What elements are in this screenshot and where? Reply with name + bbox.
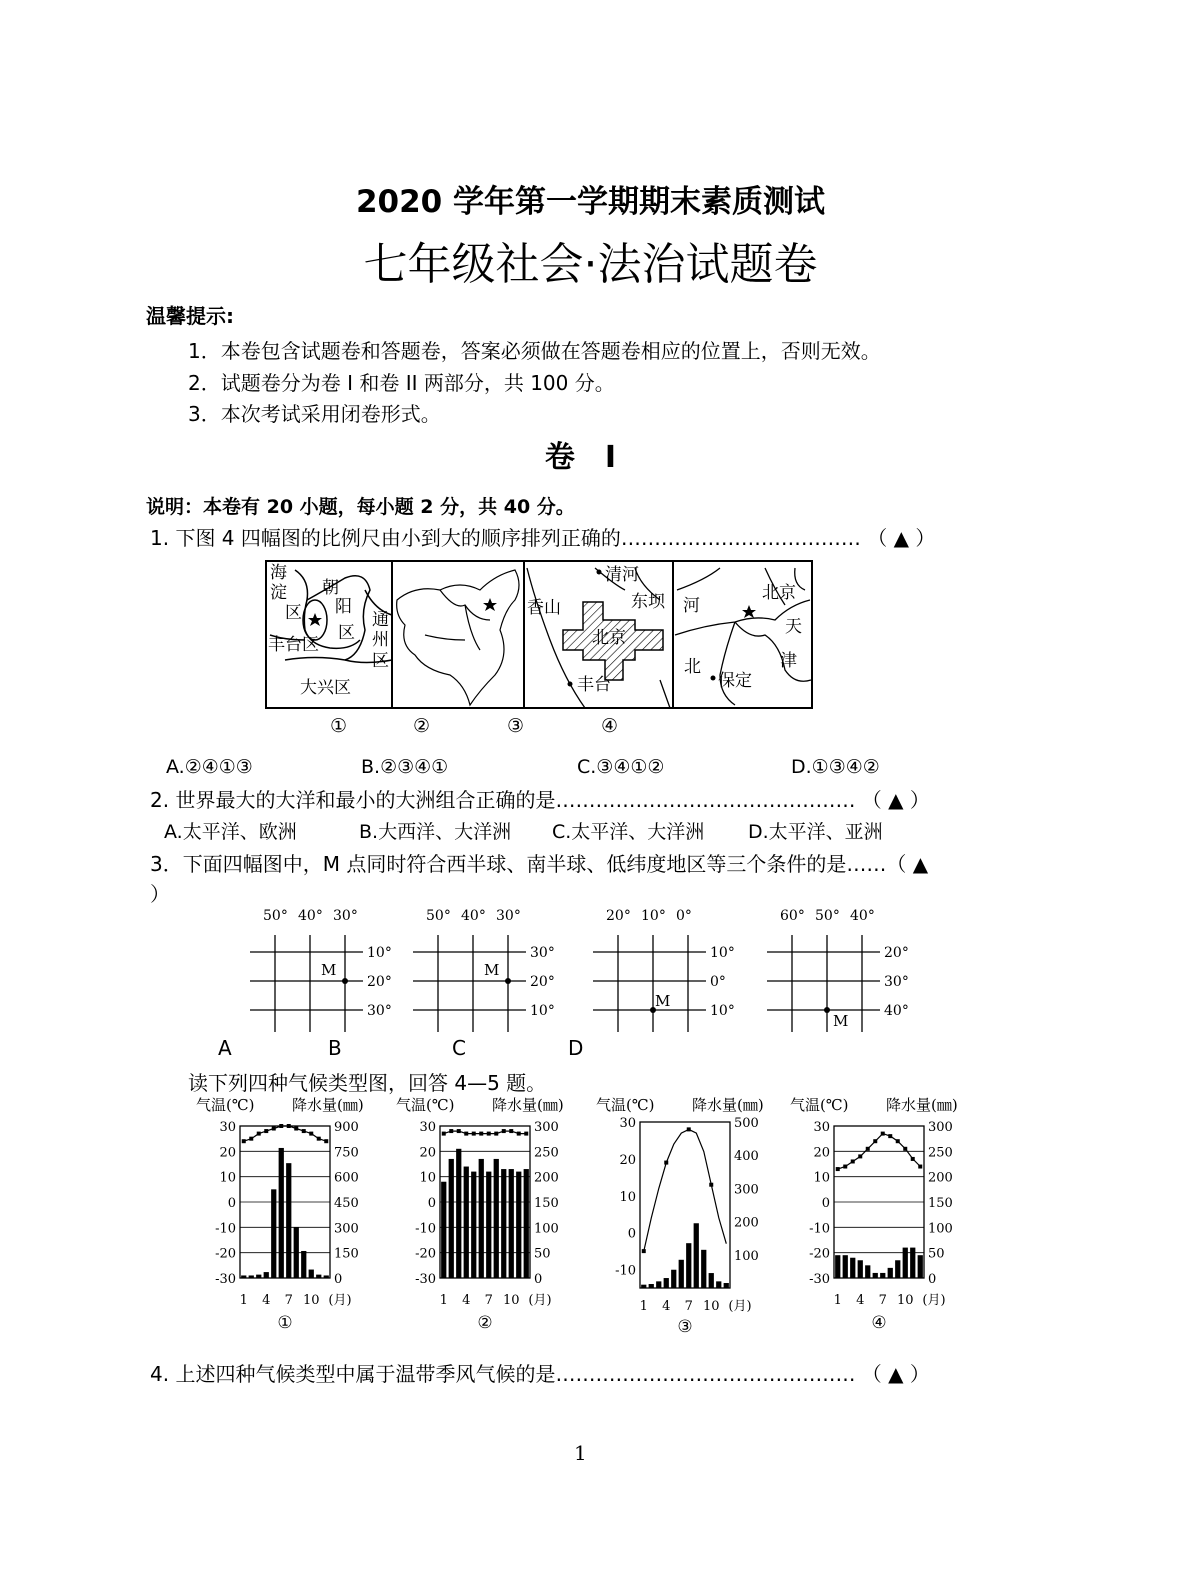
precipitation-bar	[701, 1250, 706, 1288]
point-m-label: M	[321, 961, 337, 979]
question-2-stem: 2. 世界最大的大洋和最小的大洲组合正确的是……………………………………… （ ▲ ）	[150, 788, 930, 812]
precipitation-bar	[271, 1189, 276, 1278]
precipitation-bar	[671, 1270, 676, 1288]
map-1-label: 大兴区	[300, 678, 351, 698]
precipitation-tick: 900	[334, 1120, 359, 1135]
point-m-label: M	[655, 992, 671, 1010]
longitude-label: 20°	[606, 908, 631, 924]
exam-title: 2020 学年第一学期期末素质测试	[355, 184, 826, 220]
climate-intro: 读下列四种气候类型图，回答 4—5 题。	[188, 1071, 547, 1095]
point-m-label: M	[833, 1012, 849, 1030]
temperature-tick: 20	[813, 1145, 830, 1161]
month-tick: 1	[639, 1299, 648, 1314]
map-panel-label: ③	[507, 715, 525, 737]
longitude-label: 40°	[298, 908, 323, 924]
longitude-label: 10°	[641, 908, 666, 924]
answer-option: D.太平洋、亚洲	[748, 821, 883, 843]
precipitation-tick: 100	[734, 1248, 759, 1264]
precipitation-bar	[509, 1169, 514, 1278]
precipitation-bar	[641, 1285, 646, 1288]
lat-lon-grid	[245, 900, 425, 1035]
climate-chart	[192, 1092, 388, 1342]
longitude-label: 60°	[780, 908, 805, 924]
map-4-label: 河	[683, 596, 700, 616]
precipitation-bar	[709, 1273, 714, 1288]
grid-letter: D	[568, 1036, 584, 1060]
notice-item: 3．本次考试采用闭卷形式。	[188, 402, 441, 426]
precipitation-bar	[895, 1260, 900, 1278]
temperature-point	[242, 1139, 246, 1143]
temperature-point	[502, 1129, 506, 1133]
precipitation-tick: 150	[928, 1196, 953, 1211]
longitude-label: 30°	[333, 908, 358, 924]
temperature-point	[279, 1124, 283, 1128]
map-4-label: 天	[785, 617, 802, 637]
temperature-point	[524, 1132, 528, 1136]
page-number: 1	[574, 1441, 587, 1465]
precipitation-tick: 0	[928, 1272, 937, 1287]
temperature-tick: 30	[419, 1120, 436, 1135]
precipitation-bar	[679, 1260, 684, 1288]
temperature-point	[294, 1127, 298, 1131]
precipitation-bar	[324, 1275, 329, 1278]
temperature-line	[244, 1126, 326, 1141]
latitude-label: 40°	[884, 1003, 909, 1019]
temperature-point	[249, 1137, 253, 1141]
precipitation-bar	[843, 1255, 848, 1278]
lat-lon-grid	[408, 900, 588, 1035]
temperature-tick: -10	[215, 1221, 236, 1237]
month-tick: 4	[856, 1293, 865, 1308]
temperature-axis-title: 气温(℃)	[196, 1096, 255, 1114]
precipitation-tick: 300	[534, 1120, 559, 1135]
map-4-label: 津	[780, 651, 797, 671]
answer-option: C.太平洋、大洋洲	[552, 821, 705, 843]
precipitation-bar	[724, 1283, 729, 1288]
lat-lon-grid	[762, 900, 942, 1035]
precipitation-tick: 200	[734, 1215, 759, 1231]
grid-letter: A	[218, 1036, 232, 1060]
temperature-point	[836, 1167, 840, 1171]
latitude-label: 10°	[710, 945, 735, 961]
climate-chart	[786, 1092, 982, 1342]
map-4-label: 北京	[762, 583, 796, 603]
temperature-point	[918, 1165, 922, 1169]
temperature-point	[509, 1129, 513, 1133]
precipitation-axis-title: 降水量(㎜)	[292, 1096, 364, 1114]
precipitation-bar	[464, 1167, 469, 1278]
month-tick: 10	[302, 1293, 320, 1308]
temperature-tick: -30	[215, 1272, 236, 1287]
point-m-dot	[824, 1007, 830, 1013]
temperature-point	[257, 1132, 261, 1136]
temperature-tick: 20	[619, 1152, 636, 1168]
precipitation-bar	[279, 1148, 284, 1278]
temperature-point	[302, 1129, 306, 1133]
temperature-axis-title: 气温(℃)	[790, 1096, 849, 1114]
point-m-label: M	[484, 961, 500, 979]
precipitation-bar	[656, 1281, 661, 1288]
temperature-point	[494, 1132, 498, 1136]
precipitation-tick: 450	[334, 1196, 359, 1211]
question-4-stem: 4. 上述四种气候类型中属于温带季风气候的是……………………………………… （ ▲ ）	[150, 1362, 930, 1386]
latitude-label: 10°	[710, 1003, 735, 1019]
temperature-tick: -10	[809, 1221, 830, 1237]
precipitation-tick: 50	[928, 1246, 945, 1262]
month-tick: (月)	[922, 1293, 946, 1308]
temperature-tick: 10	[619, 1189, 636, 1205]
precipitation-bar	[524, 1169, 529, 1278]
temperature-tick: 10	[219, 1170, 236, 1186]
exam-subtitle: 七年级社会·法治试题卷	[363, 239, 818, 290]
question-3-stem-tail: ）	[150, 882, 170, 906]
month-tick: 10	[502, 1293, 520, 1308]
precipitation-bar	[888, 1268, 893, 1278]
map-1-label: 区	[285, 603, 302, 623]
precipitation-tick: 250	[534, 1145, 559, 1161]
precipitation-bar	[294, 1227, 299, 1278]
temperature-point	[464, 1132, 468, 1136]
temperature-point	[472, 1132, 476, 1136]
month-tick: 7	[484, 1293, 493, 1308]
temperature-tick: 30	[619, 1116, 636, 1131]
precipitation-bar	[694, 1223, 699, 1288]
temperature-point	[272, 1127, 276, 1131]
question-3-stem: 3．下面四幅图中，M 点同时符合西半球、南半球、低纬度地区等三个条件的是……（ ▲	[150, 852, 929, 876]
temperature-tick: -30	[415, 1272, 436, 1287]
precipitation-bar	[471, 1172, 476, 1278]
precipitation-tick: 150	[534, 1196, 559, 1211]
temperature-point	[709, 1183, 713, 1187]
map-1-label: 阳	[335, 597, 352, 617]
temperature-tick: 0	[227, 1196, 236, 1211]
month-tick: 4	[662, 1299, 671, 1314]
longitude-label: 40°	[461, 908, 486, 924]
longitude-label: 0°	[676, 908, 692, 924]
precipitation-bar	[494, 1159, 499, 1278]
temperature-point	[896, 1139, 900, 1143]
precipitation-bar	[309, 1270, 314, 1278]
temperature-point	[449, 1129, 453, 1133]
temperature-point	[642, 1249, 646, 1253]
precipitation-bar	[241, 1275, 246, 1278]
map-1-label: 区	[372, 651, 389, 671]
temperature-tick: -20	[809, 1246, 830, 1262]
month-tick: (月)	[728, 1299, 752, 1314]
map-panel-label: ①	[330, 715, 348, 737]
answer-option: C.③④①②	[577, 756, 665, 778]
longitude-label: 40°	[850, 908, 875, 924]
month-tick: 4	[462, 1293, 471, 1308]
temperature-tick: -20	[415, 1246, 436, 1262]
temperature-point	[888, 1134, 892, 1138]
temperature-line	[644, 1129, 727, 1251]
temperature-tick: 20	[219, 1145, 236, 1161]
notice-item: 1．本卷包含试题卷和答题卷，答案必须做在答题卷相应的位置上，否则无效。	[188, 339, 881, 363]
answer-option: B.大西洋、大洋洲	[359, 821, 512, 843]
chart-panel-label: ①	[277, 1313, 293, 1333]
longitude-label: 50°	[426, 908, 451, 924]
latitude-label: 10°	[530, 1003, 555, 1019]
temperature-point	[264, 1129, 268, 1133]
notice-heading: 温馨提示:	[146, 304, 234, 328]
temperature-point	[664, 1161, 668, 1165]
temperature-line	[444, 1131, 527, 1134]
precipitation-tick: 300	[334, 1221, 359, 1237]
temperature-tick: -20	[215, 1246, 236, 1262]
precipitation-tick: 400	[734, 1149, 759, 1165]
latitude-label: 30°	[530, 945, 555, 961]
latitude-label: 20°	[367, 974, 392, 990]
precipitation-bar	[501, 1169, 506, 1278]
map-3-label: 清河	[605, 565, 639, 585]
point-m-dot	[342, 978, 348, 984]
temperature-point	[858, 1154, 862, 1158]
map-4-label: 北	[684, 657, 701, 677]
temperature-point	[903, 1147, 907, 1151]
temperature-point	[687, 1127, 691, 1131]
month-tick: (月)	[528, 1293, 552, 1308]
temperature-point	[487, 1132, 491, 1136]
map-1-label: 朝	[322, 578, 339, 598]
temperature-tick: 20	[419, 1145, 436, 1161]
map-1-label: 通	[372, 610, 389, 630]
latitude-label: 10°	[367, 945, 392, 961]
section-instruction: 说明：本卷有 20 小题，每小题 2 分，共 40 分。	[146, 496, 575, 518]
temperature-point	[287, 1124, 291, 1128]
month-tick: 7	[284, 1293, 293, 1308]
temperature-point	[851, 1159, 855, 1163]
latitude-label: 30°	[884, 974, 909, 990]
temperature-tick: -10	[615, 1263, 636, 1279]
precipitation-bar	[449, 1159, 454, 1278]
answer-option: A.②④①③	[166, 756, 253, 778]
temperature-point	[873, 1139, 877, 1143]
map-3-label: 香山	[527, 598, 561, 618]
temperature-tick: 30	[813, 1120, 830, 1135]
latitude-label: 0°	[710, 974, 726, 990]
precipitation-bar	[441, 1182, 446, 1278]
precipitation-axis-title: 降水量(㎜)	[886, 1096, 958, 1114]
lat-lon-grid	[588, 900, 768, 1035]
map-1-label: 区	[338, 623, 355, 643]
answer-option: A.太平洋、欧洲	[164, 821, 297, 843]
month-tick: (月)	[328, 1293, 352, 1308]
precipitation-bar	[456, 1149, 461, 1278]
precipitation-tick: 500	[734, 1116, 759, 1131]
temperature-point	[866, 1147, 870, 1151]
temperature-tick: -10	[415, 1221, 436, 1237]
answer-option: D.①③④②	[791, 756, 880, 778]
precipitation-tick: 100	[534, 1221, 559, 1237]
temperature-tick: 10	[813, 1170, 830, 1186]
climate-chart	[392, 1092, 588, 1342]
map-3-label: 丰台	[577, 675, 611, 695]
temperature-tick: 0	[427, 1196, 436, 1211]
temperature-tick: 0	[821, 1196, 830, 1211]
precipitation-bar	[516, 1172, 521, 1278]
chart-panel-label: ③	[677, 1317, 693, 1337]
precipitation-bar	[873, 1273, 878, 1278]
precipitation-tick: 250	[928, 1145, 953, 1161]
chart-panel-label: ④	[871, 1313, 887, 1333]
month-tick: 7	[878, 1293, 887, 1308]
precipitation-tick: 150	[334, 1246, 359, 1262]
precipitation-tick: 50	[534, 1246, 551, 1262]
precipitation-tick: 300	[734, 1182, 759, 1198]
precipitation-tick: 200	[534, 1170, 559, 1186]
month-tick: 10	[702, 1299, 720, 1314]
latitude-label: 30°	[367, 1003, 392, 1019]
precipitation-tick: 100	[928, 1221, 953, 1237]
longitude-label: 30°	[496, 908, 521, 924]
temperature-tick: 30	[219, 1120, 236, 1135]
month-tick: 1	[439, 1293, 448, 1308]
question-1-stem: 1. 下图 4 四幅图的比例尺由小到大的顺序排列正确的……………………………… （ ▲ ）	[150, 526, 936, 550]
precipitation-bar	[249, 1275, 254, 1278]
precipitation-bar	[264, 1272, 269, 1278]
temperature-point	[457, 1129, 461, 1133]
map-1-label: 淀	[270, 583, 287, 603]
precipitation-bar	[664, 1278, 669, 1288]
temperature-point	[911, 1157, 915, 1161]
precipitation-bar	[858, 1260, 863, 1278]
longitude-label: 50°	[815, 908, 840, 924]
precipitation-bar	[835, 1255, 840, 1278]
precipitation-bar	[918, 1255, 923, 1278]
month-tick: 10	[896, 1293, 914, 1308]
map-3-label: 东坝	[631, 592, 665, 612]
temperature-point	[517, 1132, 521, 1136]
month-tick: 1	[833, 1293, 842, 1308]
precipitation-bar	[479, 1159, 484, 1278]
precipitation-bar	[716, 1281, 721, 1288]
latitude-label: 20°	[884, 945, 909, 961]
precipitation-bar	[286, 1163, 291, 1278]
section-title: 卷 I	[544, 440, 617, 475]
grid-letter: B	[328, 1036, 342, 1060]
temperature-tick: -30	[809, 1272, 830, 1287]
precipitation-bar	[316, 1275, 321, 1278]
climate-chart	[592, 1092, 788, 1342]
grid-letter: C	[452, 1036, 466, 1060]
map-1-label: 丰台区	[268, 635, 319, 655]
temperature-point	[442, 1132, 446, 1136]
notice-item: 2．试题卷分为卷 I 和卷 II 两部分，共 100 分。	[188, 371, 615, 395]
temperature-axis-title: 气温(℃)	[596, 1096, 655, 1114]
precipitation-tick: 200	[928, 1170, 953, 1186]
precipitation-bar	[880, 1273, 885, 1278]
precipitation-bar	[486, 1172, 491, 1278]
temperature-point	[317, 1137, 321, 1141]
precipitation-bar	[301, 1251, 306, 1278]
temperature-point	[881, 1132, 885, 1136]
temperature-point	[324, 1139, 328, 1143]
temperature-tick: 10	[419, 1170, 436, 1186]
temperature-tick: 0	[627, 1226, 636, 1242]
precipitation-axis-title: 降水量(㎜)	[692, 1096, 764, 1114]
q1-maps-figure	[265, 560, 815, 712]
precipitation-bar	[256, 1275, 261, 1278]
map-1-label: 海	[270, 563, 287, 583]
precipitation-tick: 750	[334, 1145, 359, 1161]
latitude-label: 20°	[530, 974, 555, 990]
map-4-label: 保定	[718, 671, 752, 691]
precipitation-bar	[903, 1248, 908, 1278]
point-m-dot	[505, 978, 511, 984]
map-panel-label: ④	[601, 715, 619, 737]
answer-option: B.②③④①	[361, 756, 449, 778]
precipitation-bar	[865, 1265, 870, 1278]
map-1-label: 州	[372, 630, 389, 650]
map-3-label: 北京	[592, 628, 626, 648]
precipitation-tick: 0	[334, 1272, 343, 1287]
temperature-point	[843, 1165, 847, 1169]
map-panel-label: ②	[413, 715, 431, 737]
precipitation-tick: 600	[334, 1170, 359, 1186]
precipitation-tick: 0	[534, 1272, 543, 1287]
precipitation-bar	[649, 1284, 654, 1288]
precipitation-bar	[910, 1248, 915, 1278]
temperature-point	[479, 1132, 483, 1136]
temperature-point	[309, 1132, 313, 1136]
longitude-label: 50°	[263, 908, 288, 924]
precipitation-bar	[686, 1243, 691, 1288]
precipitation-tick: 300	[928, 1120, 953, 1135]
chart-panel-label: ②	[477, 1313, 493, 1333]
month-tick: 7	[684, 1299, 693, 1314]
precipitation-axis-title: 降水量(㎜)	[492, 1096, 564, 1114]
month-tick: 1	[239, 1293, 248, 1308]
month-tick: 4	[262, 1293, 271, 1308]
temperature-axis-title: 气温(℃)	[396, 1096, 455, 1114]
precipitation-bar	[850, 1258, 855, 1278]
